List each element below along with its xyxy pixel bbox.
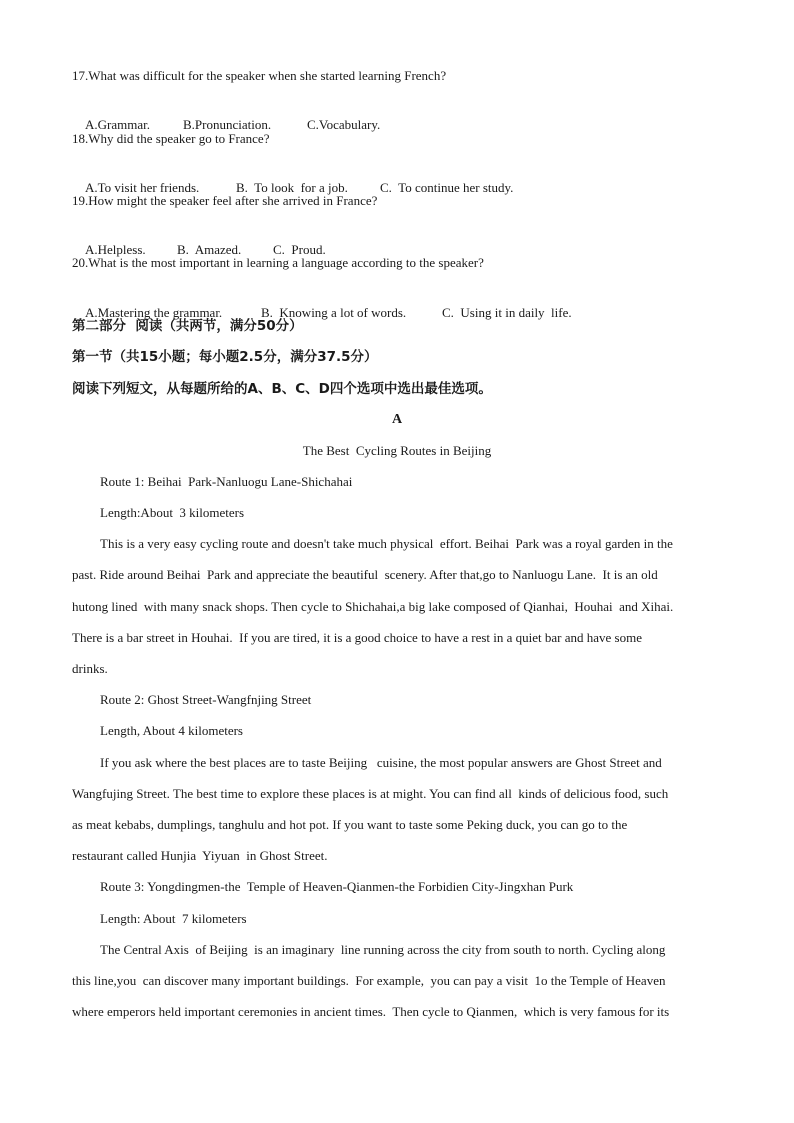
option-a: A.To visit her friends. bbox=[85, 180, 200, 195]
paragraph-line: Wangfujing Street. The best time to explore these places is at might. You can find all kinds of delicious food, such bbox=[72, 786, 669, 801]
paragraph-line: as meat kebabs, dumplings, tanghulu and hot pot. If you want to taste some Peking duck, you can go to the bbox=[72, 817, 628, 832]
option-c: C.Vocabulary. bbox=[307, 117, 381, 132]
question-17-stem: 17.What was difficult for the speaker when she started learning French? bbox=[72, 68, 447, 83]
paragraph-line: where emperors held important ceremonies in ancient times. Then cycle to Qianmen, which is very famous for its bbox=[72, 1004, 670, 1019]
route-1-length: Length:About 3 kilometers bbox=[100, 505, 245, 520]
paragraph-line: restaurant called Hunjia Yiyuan in Ghost Street. bbox=[72, 848, 328, 863]
paragraph-line: hutong lined with many snack shops. Then cycle to Shichahai,a big lake composed of Qianhai, Houhai and Xihai. bbox=[72, 599, 674, 614]
paragraph-line: drinks. bbox=[72, 661, 108, 676]
passage-title: The Best Cycling Routes in Beijing bbox=[302, 443, 492, 458]
route-1-name: Route 1: Beihai Park-Nanluogu Lane-Shichahai bbox=[100, 474, 353, 489]
option-b: B. Amazed. bbox=[177, 242, 242, 257]
paragraph-line: past. Ride around Beihai Park and appreciate the beautiful scenery. After that,go to Nanluogu Lane. It is an old bbox=[72, 567, 658, 582]
paragraph-line: This is a very easy cycling route and doesn't take much physical effort. Beihai Park was a royal garden in the bbox=[100, 536, 673, 551]
route-3-name: Route 3: Yongdingmen-the Temple of Heaven-Qianmen-the Forbidien City-Jingxhan Purk bbox=[100, 879, 574, 894]
paragraph-line: this line,you can discover many important buildings. For example, you can pay a visit 1o the Temple of Heaven bbox=[72, 973, 666, 988]
question-18-stem: 18.Why did the speaker go to France? bbox=[72, 131, 270, 146]
route-2-name: Route 2: Ghost Street-Wangfnjing Street bbox=[100, 692, 312, 707]
option-b: B. To look for a job. bbox=[236, 180, 348, 195]
option-c: C. Using it in daily life. bbox=[442, 305, 572, 320]
option-b: B. Knowing a lot of words. bbox=[261, 305, 407, 320]
subsection-title: 第一节（共15小题；每小题2.5分，满分37.5分） bbox=[72, 349, 378, 365]
option-b: B.Pronunciation. bbox=[183, 117, 272, 132]
option-c: C. To continue her study. bbox=[380, 180, 514, 195]
option-a: A.Helpless. bbox=[85, 242, 146, 257]
part-title: 第二部分 阅读（共两节，满分50分） bbox=[72, 318, 303, 334]
route-3-length: Length: About 7 kilometers bbox=[100, 911, 247, 926]
question-20-stem: 20.What is the most important in learning a language according to the speaker? bbox=[72, 255, 484, 270]
option-a: A.Mastering the grammar. bbox=[85, 305, 223, 320]
paragraph-line: If you ask where the best places are to taste Beijing cuisine, the most popular answers are Ghost Street and bbox=[100, 755, 662, 770]
paragraph-line: The Central Axis of Beijing is an imaginary line running across the city from south to north. Cycling along bbox=[100, 942, 666, 957]
section-instruction: 阅读下列短文，从每题所给的A、B、C、D四个选项中选出最佳选项。 bbox=[72, 381, 492, 397]
option-a: A.Grammar. bbox=[85, 117, 150, 132]
passage-letter: A bbox=[391, 412, 403, 427]
option-c: C. Proud. bbox=[273, 242, 326, 257]
question-19-stem: 19.How might the speaker feel after she arrived in France? bbox=[72, 193, 378, 208]
paragraph-line: There is a bar street in Houhai. If you are tired, it is a good choice to have a rest in a quiet bar and have some bbox=[72, 630, 642, 645]
route-2-length: Length, About 4 kilometers bbox=[100, 723, 243, 738]
